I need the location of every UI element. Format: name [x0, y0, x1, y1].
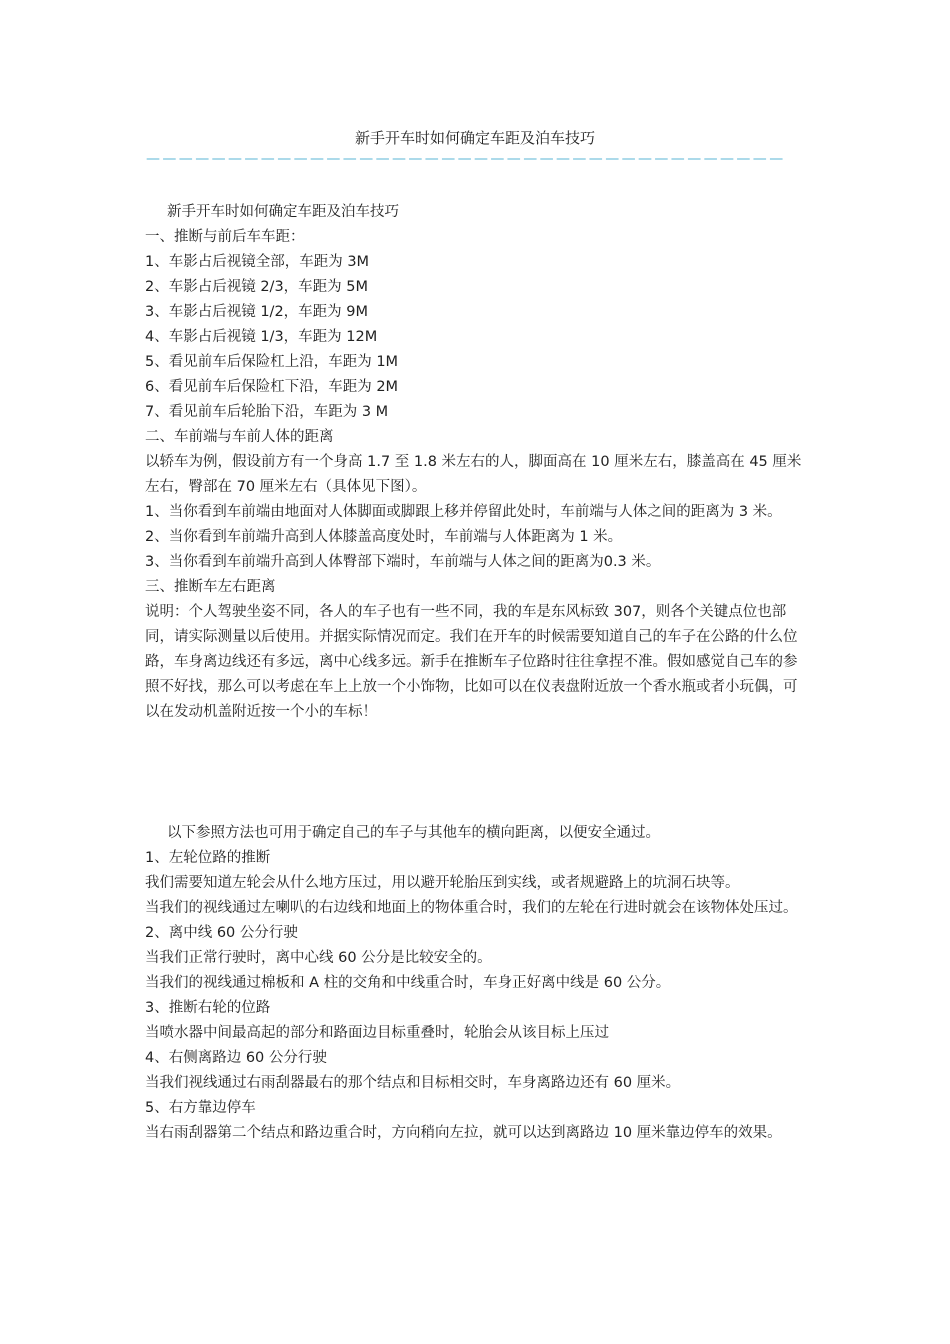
list-item: 5、看见前车后保险杠上沿，车距为 1M	[145, 354, 399, 370]
subheading-left-right-distance: 三、推断车左右距离	[145, 579, 276, 595]
subheading: 3、推断右轮的位路	[145, 1000, 271, 1016]
subheading-front-person-distance: 二、车前端与车前人体的距离	[145, 429, 334, 445]
list-item: 2、当你看到车前端升高到人体膝盖高度处时，车前端与人体距离为 1 米。	[145, 529, 623, 545]
paragraph: 当我们视线通过右雨刮器最右的那个结点和目标相交时，车身离路边还有 60 厘米。	[145, 1075, 681, 1091]
list-item: 2、车影占后视镜 2/3，车距为 5M	[145, 279, 369, 295]
paragraph: 说明：个人驾驶坐姿不同，各人的车子也有一些不同，我的车是东风标致 307，则各个关键点位也部同，请实际测量以后使用。并据实际情况而定。我们在开车的时候需要知道自己的车子在公路的什么位路，车身离边线还有多远，离中心线多远。新手在推断车子位路时往往拿捏不准。假如感觉自己车的参照不好找，那么可以考虑在车上上放一个小饰物，比如可以在仪表盘附近放一个香水瓶或者小玩偶，可以在发动机盖附近按一个小的车标！	[145, 604, 798, 720]
section-car-distance	[145, 200, 810, 725]
list-item: 1、当你看到车前端由地面对人体脚面或脚跟上移并停留此处时，车前端与人体之间的距离为 3 米。	[145, 504, 782, 520]
list-item: 1、车影占后视镜全部，车距为 3M	[145, 254, 370, 270]
subheading: 5、右方靠边停车	[145, 1100, 256, 1116]
subheading: 2、离中线 60 公分行驶	[145, 925, 298, 941]
paragraph: 以轿车为例，假设前方有一个身高 1.7 至 1.8 米左右的人，脚面高在 10 厘米左右，膝盖高在 45 厘米左右，臀部在 70 厘米左右（具体见下图）。	[145, 454, 802, 495]
subheading-front-rear-distance: 一、推断与前后车车距：	[145, 229, 305, 245]
paragraph: 当我们的视线通过左喇叭的右边线和地面上的物体重合时，我们的左轮在行进时就会在该物体处压过。	[145, 900, 798, 916]
section-heading: 新手开车时如何确定车距及泊车技巧	[167, 204, 399, 220]
page-title: 新手开车时如何确定车距及泊车技巧	[354, 129, 595, 147]
list-item: 3、当你看到车前端升高到人体臀部下端时，车前端与人体之间的距离为0.3 米。	[145, 554, 661, 570]
section-lateral-reference	[145, 821, 810, 1146]
list-item: 4、车影占后视镜 1/3，车距为 12M	[145, 329, 378, 345]
paragraph: 当我们正常行驶时，离中心线 60 公分是比较安全的。	[145, 950, 492, 966]
paragraph: 当我们的视线通过棉板和 A 柱的交角和中线重合时，车身正好离中线是 60 公分。	[145, 975, 671, 991]
list-item: 6、看见前车后保险杠下沿，车距为 2M	[145, 379, 399, 395]
subheading: 4、右侧离路边 60 公分行驶	[145, 1050, 327, 1066]
title-divider: ———————————————————————————————————————	[146, 152, 786, 166]
paragraph: 当喷水器中间最高起的部分和路面边目标重叠时，轮胎会从该目标上压过	[145, 1025, 609, 1041]
paragraph-intro: 以下参照方法也可用于确定自己的车子与其他车的横向距离，以便安全通过。	[167, 825, 660, 841]
subheading: 1、左轮位路的推断	[145, 850, 271, 866]
list-item: 7、看见前车后轮胎下沿，车距为 3 M	[145, 404, 389, 420]
list-item: 3、车影占后视镜 1/2，车距为 9M	[145, 304, 369, 320]
paragraph: 我们需要知道左轮会从什么地方压过，用以避开轮胎压到实线，或者规避路上的坑洞石块等。	[145, 875, 740, 891]
paragraph: 当右雨刮器第二个结点和路边重合时，方向稍向左拉，就可以达到离路边 10 厘米靠边停车的效果。	[145, 1125, 782, 1141]
